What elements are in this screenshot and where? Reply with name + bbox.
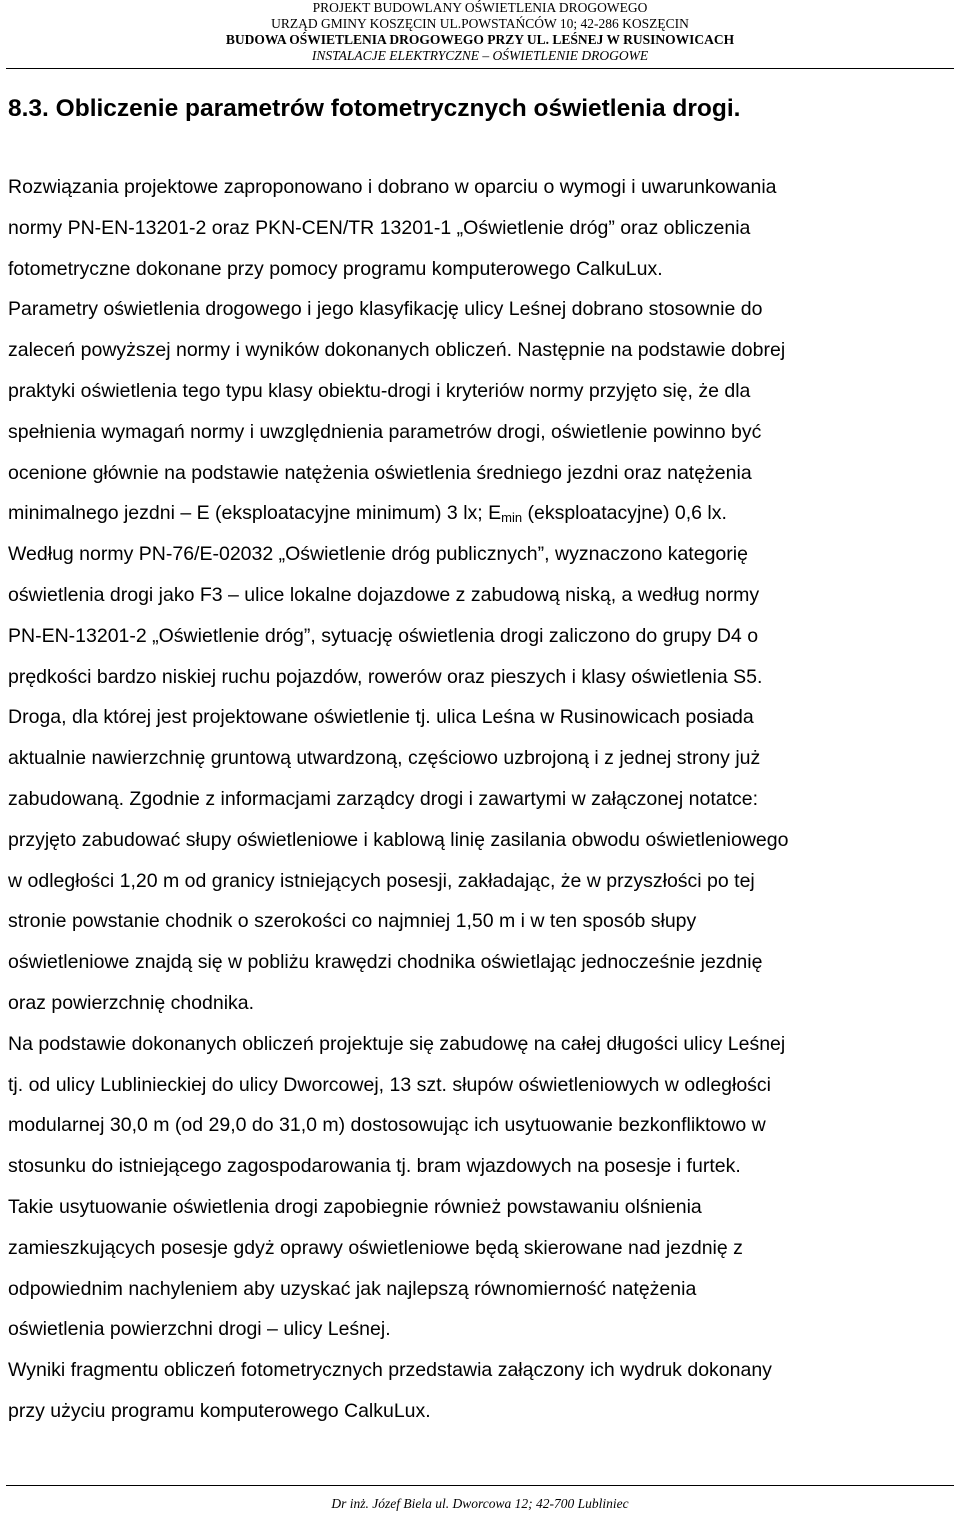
body-line: odpowiednim nachyleniem aby uzyskać jak najlepszą równomierność natężenia [8,1277,697,1300]
body-line: oświetleniowe znajdą się w pobliżu krawędzi chodnika oświetlając jednocześnie jezdnię [8,951,763,974]
header-branch-line: INSTALACJE ELEKTRYCZNE – OŚWIETLENIE DROGOWE [311,48,649,63]
body-text [8,167,958,1432]
footer-divider [6,1485,954,1486]
body-line: fotometryczne dokonane przy pomocy programu komputerowego CalkuLux. [8,257,663,280]
body-line: ocenione głównie na podstawie natężenia oświetlenia średniego jezdni oraz natężenia [8,461,752,484]
body-line: zamieszkujących posesje gdyż oprawy oświetleniowe będą skierowane nad jezdnię z [8,1236,743,1259]
emin-text-after: (eksploatacyjne) 0,6 lx. [522,502,727,525]
emin-text-before: minimalnego jezdni – E (eksploatacyjne minimum) 3 lx; E [8,502,502,525]
body-line: przy użyciu programu komputerowego CalkuLux. [8,1399,431,1422]
body-line: Na podstawie dokonanych obliczeń projektuje się zabudowę na całej długości ulicy Leśnej [8,1032,786,1055]
body-line-emin [8,493,958,534]
body-line: Wyniki fragmentu obliczeń fotometrycznych przedstawia załączony ich wydruk dokonany [8,1359,772,1382]
body-line: tj. od ulicy Lublinieckiej do ulicy Dworcowej, 13 szt. słupów oświetleniowych w odległości [8,1073,772,1096]
document-footer: Dr inż. Józef Biela ul. Dworcowa 12; 42-700 Lubliniec [331,1496,629,1511]
header-title-line: BUDOWA OŚWIETLENIA DROGOWEGO PRZY UL. LEŚNEJ W RUSINOWICACH [225,32,735,47]
body-line: Droga, dla której jest projektowane oświetlenie tj. ulica Leśna w Rusinowicach posiada [8,706,754,729]
body-line: stosunku do istniejącego zagospodarowania tj. bram wjazdowych na posesje i furtek. [8,1155,741,1178]
body-line: Takie usytuowanie oświetlenia drogi zapobiegnie również powstawaniu olśnienia [8,1195,702,1218]
body-line: Rozwiązania projektowe zaproponowano i dobrano w oparciu o wymogi i uwarunkowania [8,176,777,198]
body-line: Parametry oświetlenia drogowego i jego klasyfikację ulicy Leśnej dobrano stosownie do [8,298,763,321]
document-header [0,0,960,64]
body-line: oraz powierzchnię chodnika. [8,991,255,1014]
body-line: w odległości 1,20 m od granicy istniejących posesji, zakładając, że w przyszłości po tej [8,869,755,892]
body-line: prędkości bardzo niskiej ruchu pojazdów, rowerów oraz pieszych i klasy oświetlenia S5. [8,665,763,688]
body-line: oświetlenia powierzchni drogi – ulicy Leśnej. [8,1318,391,1341]
body-line: praktyki oświetlenia tego typu klasy obiektu-drogi i kryteriów normy przyjęto się, że dla [8,379,751,402]
body-line: PN-EN-13201-2 „Oświetlenie dróg”, sytuację oświetlenia drogi zaliczono do grupy D4 o [8,624,759,647]
body-line: oświetlenia drogi jako F3 – ulice lokalne dojazdowe z zabudową niską, a według normy [8,583,760,606]
header-divider [6,68,954,69]
body-line: przyjęto zabudować słupy oświetleniowe i kablową linię zasilania obwodu oświetleniowego [8,828,789,851]
header-project-line: PROJEKT BUDOWLANY OŚWIETLENIA DROGOWEGO [312,0,648,15]
body-line: modularnej 30,0 m (od 29,0 do 31,0 m) dostosowując ich usytuowanie bezkonfliktowo w [8,1114,766,1137]
header-investor-line: URZĄD GMINY KOSZĘCIN UL.POWSTAŃCÓW 10; 42-286 KOSZĘCIN [271,16,689,31]
body-line: spełnienia wymagań normy i uwzględnienia parametrów drogi, oświetlenie powinno być [8,420,762,443]
body-line: zabudowaną. Zgodnie z informacjami zarządcy drogi i zawartymi w załączonej notatce: [8,787,759,810]
body-line: zaleceń powyższej normy i wyników dokonanych obliczeń. Następnie na podstawie dobrej [8,339,786,362]
emin-subscript: min [501,510,523,526]
section-heading: 8.3. Obliczenie parametrów fotometrycznych oświetlenia drogi. [8,95,741,122]
body-line: normy PN-EN-13201-2 oraz PKN-CEN/TR 13201-1 „Oświetlenie dróg” oraz obliczenia [8,216,751,239]
body-line: aktualnie nawierzchnię gruntową utwardzoną, częściowo uzbrojoną i z jednej strony już [8,747,761,770]
body-line: stronie powstanie chodnik o szerokości co najmniej 1,50 m i w ten sposób słupy [8,910,697,933]
body-line: Według normy PN-76/E-02032 „Oświetlenie dróg publicznych”, wyznaczono kategorię [8,543,748,566]
